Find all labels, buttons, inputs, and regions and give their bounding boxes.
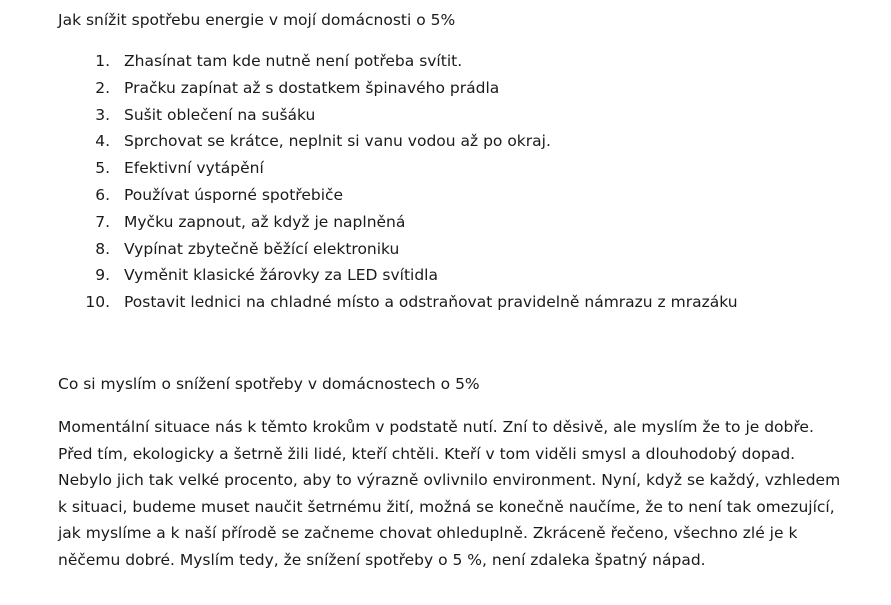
list-item-number: 8. xyxy=(95,239,110,258)
list-item-number: 9. xyxy=(95,266,110,285)
list-item-text: Efektivní vytápění xyxy=(124,159,264,178)
list-item-number: 7. xyxy=(95,212,110,231)
list-item-number: 6. xyxy=(95,185,110,204)
list-item-number: 3. xyxy=(95,105,110,124)
heading-opinion: Co si myslím o snížení spotřeby v domácnostech o 5% xyxy=(58,375,480,393)
list-item-number: 2. xyxy=(95,78,110,97)
list-item-text: Vypínat zbytečně běžící elektroniku xyxy=(124,239,400,258)
list-item-text: Sušit oblečení na sušáku xyxy=(124,105,316,124)
list-item-text: Postavit lednici na chladné místo a odstraňovat pravidelně námrazu z mrazáku xyxy=(124,293,738,312)
list-item-number: 10. xyxy=(85,293,110,312)
list-item-number: 5. xyxy=(95,159,110,178)
list-item-number: 1. xyxy=(95,52,110,70)
heading-energy-saving: Jak snížit spotřebu energie v mojí domácnosti o 5% xyxy=(58,11,456,29)
opinion-paragraph: Momentální situace nás k těmto krokům v podstatě nutí. Zní to děsivě, ale myslím že to je dobře. Před tím, ekologicky a šetrně žili lidé, kteří chtěli. Kteří v tom viděli smysl a dlouhodobý dopad. Nebylo jich tak velké procento, aby to výrazně ovlivnilo environment. Nyní, když se každý, vzhledem k situaci, budeme muset naučit šetrnému žití, možná se konečně naučíme, že to není tak omezující, jak myslíme a k naší přírodě se začneme chovat ohleduplně. Zkráceně řečeno, všechno zlé je k něčemu dobré. Myslím tedy, že snížení spotřeby o 5 %, není zdaleka špatný nápad. xyxy=(58,418,841,569)
list-item-text: Používat úsporné spotřebiče xyxy=(124,185,344,204)
list-item-text: Pračku zapínat až s dostatkem špinavého prádla xyxy=(124,78,500,97)
list-item-text: Sprchovat se krátce, neplnit si vanu vodou až po okraj. xyxy=(124,132,551,151)
list-item-text: Vyměnit klasické žárovky za LED svítidla xyxy=(124,266,438,285)
list-item-number: 4. xyxy=(95,132,110,151)
list-item-text: Zhasínat tam kde nutně není potřeba svítit. xyxy=(124,52,463,70)
list-item-text: Myčku zapnout, až když je naplněná xyxy=(124,212,406,231)
